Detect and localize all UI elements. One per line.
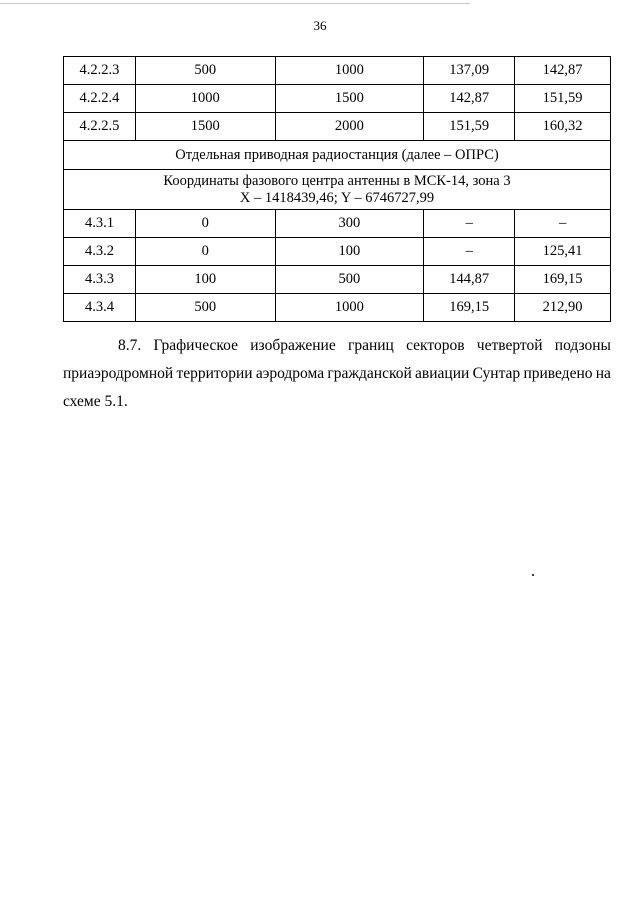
table-row	[64, 57, 611, 85]
cell-sector-number: 4.3.2	[64, 238, 136, 266]
cell-height-to: 300	[275, 210, 424, 238]
cell-height-from: 500	[135, 294, 275, 322]
section-header-row	[64, 141, 611, 170]
cell-value-a: 169,15	[424, 294, 515, 322]
cell-value-a: –	[424, 238, 515, 266]
cell-sector-number: 4.2.2.3	[64, 57, 136, 85]
paragraph-8-7	[63, 332, 611, 416]
cell-value-a: 151,59	[424, 113, 515, 141]
paragraph-word: на	[595, 365, 611, 382]
paragraph-word: гражданской	[327, 365, 412, 382]
table-row	[64, 294, 611, 322]
paragraph-word: приведено	[523, 365, 593, 382]
coordinates-row	[64, 170, 611, 210]
table-row	[64, 238, 611, 266]
cell-height-to: 1000	[275, 294, 424, 322]
paragraph-word: приаэродромной	[63, 365, 174, 382]
paragraph-word: границ	[347, 337, 394, 354]
cell-value-a: 137,09	[424, 57, 515, 85]
cell-value-a: –	[424, 210, 515, 238]
sector-table	[63, 56, 611, 322]
cell-height-from: 1000	[135, 85, 275, 113]
table-row	[64, 113, 611, 141]
paragraph-line	[63, 360, 611, 388]
paragraph-line: схеме 5.1.	[63, 393, 128, 410]
coordinates-values: X – 1418439,46; Y – 6746727,99	[239, 189, 435, 206]
page-number: 36	[313, 18, 327, 33]
cell-sector-number: 4.2.2.4	[64, 85, 136, 113]
coordinates-title: Координаты фазового центра антенны в МСК-14, зона 3	[163, 172, 511, 189]
cell-height-to: 1500	[275, 85, 424, 113]
cell-height-from: 1500	[135, 113, 275, 141]
cell-value-b: 142,87	[515, 57, 611, 85]
cell-sector-number: 4.3.1	[64, 210, 136, 238]
cell-height-from: 100	[135, 266, 275, 294]
cell-value-a: 144,87	[424, 266, 515, 294]
paragraph-word: подзоны	[554, 337, 611, 354]
cell-value-a: 142,87	[424, 85, 515, 113]
scan-speck	[532, 574, 534, 576]
table-row	[64, 266, 611, 294]
cell-value-b: 169,15	[515, 266, 611, 294]
cell-height-from: 0	[135, 210, 275, 238]
paragraph-word: изображение	[250, 337, 336, 354]
cell-height-to: 100	[275, 238, 424, 266]
cell-value-b: 212,90	[515, 294, 611, 322]
table-row	[64, 85, 611, 113]
paragraph-word: территории	[176, 365, 253, 382]
paragraph-word: 8.7.	[118, 337, 142, 354]
cell-height-from: 0	[135, 238, 275, 266]
cell-value-b: 125,41	[515, 238, 611, 266]
paragraph-line	[63, 332, 611, 360]
cell-height-to: 1000	[275, 57, 424, 85]
cell-sector-number: 4.3.3	[64, 266, 136, 294]
cell-value-b: 160,32	[515, 113, 611, 141]
section-header: Отдельная приводная радиостанция (далее – ОПРС)	[64, 141, 611, 170]
cell-sector-number: 4.3.4	[64, 294, 136, 322]
cell-sector-number: 4.2.2.5	[64, 113, 136, 141]
cell-height-from: 500	[135, 57, 275, 85]
paragraph-word: секторов	[406, 337, 465, 354]
paragraph-word: Графическое	[153, 337, 238, 354]
paragraph-word: четвертой	[476, 337, 543, 354]
cell-value-b: 151,59	[515, 85, 611, 113]
cell-height-to: 500	[275, 266, 424, 294]
cell-height-to: 2000	[275, 113, 424, 141]
cell-value-b: –	[515, 210, 611, 238]
paragraph-word: Сунтар	[472, 365, 521, 382]
paragraph-word: аэродрома	[255, 365, 325, 382]
table-row	[64, 210, 611, 238]
paragraph-word: авиации	[415, 365, 470, 382]
coordinates-cell	[64, 170, 611, 210]
top-rule	[0, 3, 470, 4]
